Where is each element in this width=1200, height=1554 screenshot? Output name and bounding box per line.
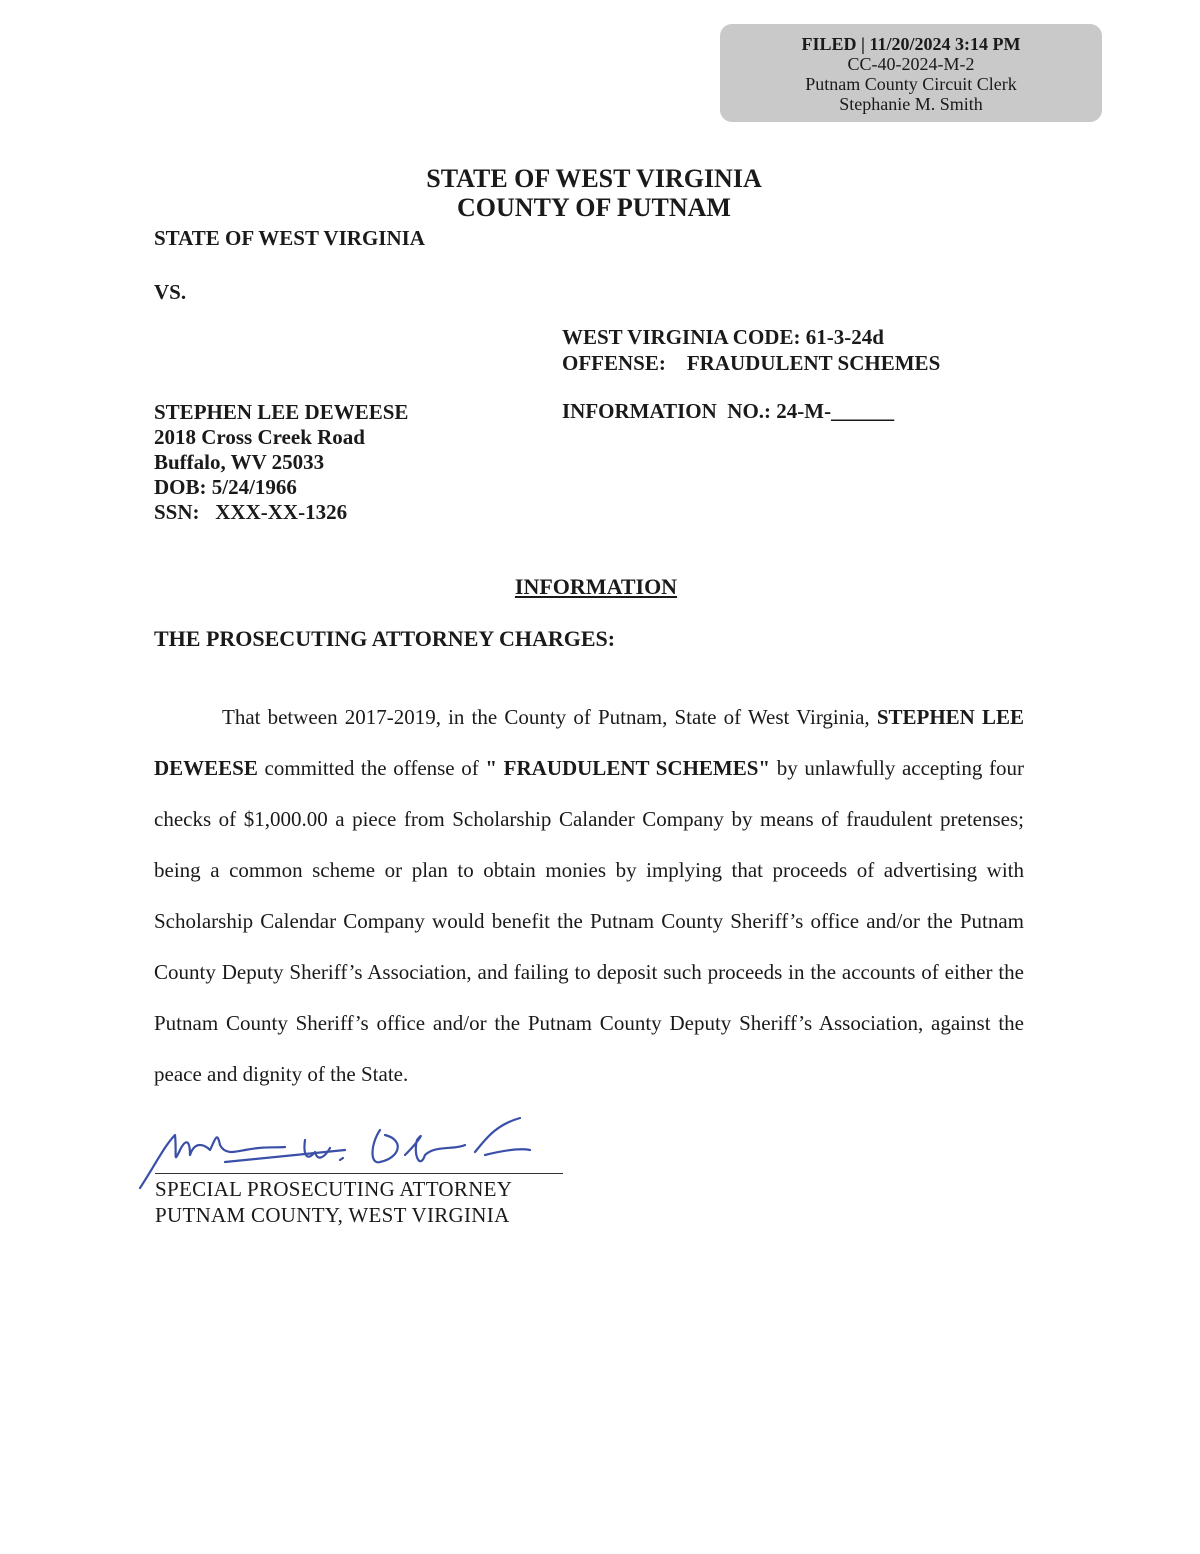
offense-line: OFFENSE: FRAUDULENT SCHEMES [562,351,941,375]
filed-date: FILED | 11/20/2024 3:14 PM [801,34,1021,54]
defendant-block [154,400,408,525]
statute-block [562,324,940,376]
para-mid: committed the offense of [264,756,479,780]
state-heading: STATE OF WEST VIRGINIA [426,164,762,193]
signature-stroke [485,1149,530,1155]
para-intro: That between 2017-2019, in the County of Putnam, State of West Virginia, [222,705,870,729]
charge-paragraph [154,692,1024,1100]
document-title: INFORMATION [514,574,678,599]
para-defendant-name: STEPHEN LEE DEWEESE [154,705,1024,780]
para-offense: " FRAUDULENT SCHEMES" [485,756,771,780]
signature-line [155,1173,563,1174]
signature-stroke [373,1130,398,1162]
information-number: INFORMATION NO.: 24-M-______ [562,399,895,423]
plaintiff: STATE OF WEST VIRGINIA [154,226,425,250]
versus: VS. [154,280,187,304]
para-rest: by unlawfully accepting four checks of $1,000.00 a piece from Scholarship Calander Company by means of fraudulent pretenses; being a common scheme or plan to obtain monies by implying that proceeds of advertising with Scholarship Calendar Company would benefit the Putnam County Sheriff’s office and/or the Putnam County Deputy Sheriff’s Association, and failing to deposit such proceeds in the accounts of either the Putnam County Sheriff’s office and/or the Putnam County Deputy Sheriff’s Association, against the peace and dignity of the State. [154,756,1025,1086]
filed-stamp [720,24,1102,122]
defendant-ssn: SSN: XXX-XX-1326 [154,500,348,524]
clerk-name: Stephanie M. Smith [839,94,983,114]
defendant-address2: Buffalo, WV 25033 [154,450,325,474]
county-heading: COUNTY OF PUTNAM [457,193,731,222]
charges-heading: THE PROSECUTING ATTORNEY CHARGES: [154,626,616,651]
defendant-address1: 2018 Cross Creek Road [154,425,365,449]
case-number: CC-40-2024-M-2 [847,54,975,74]
defendant-name: STEPHEN LEE DEWEESE [154,400,409,424]
signature-stroke [304,1140,330,1158]
defendant-dob: DOB: 5/24/1966 [154,475,297,499]
signer-jurisdiction: PUTNAM COUNTY, WEST VIRGINIA [155,1203,510,1227]
signer-title: SPECIAL PROSECUTING ATTORNEY [155,1177,513,1201]
code-line: WEST VIRGINIA CODE: 61-3-24d [562,325,884,349]
signature-stroke [475,1118,520,1152]
clerk-office: Putnam County Circuit Clerk [805,74,1017,94]
signature-stroke [340,1158,343,1160]
signature-stroke [405,1136,465,1161]
